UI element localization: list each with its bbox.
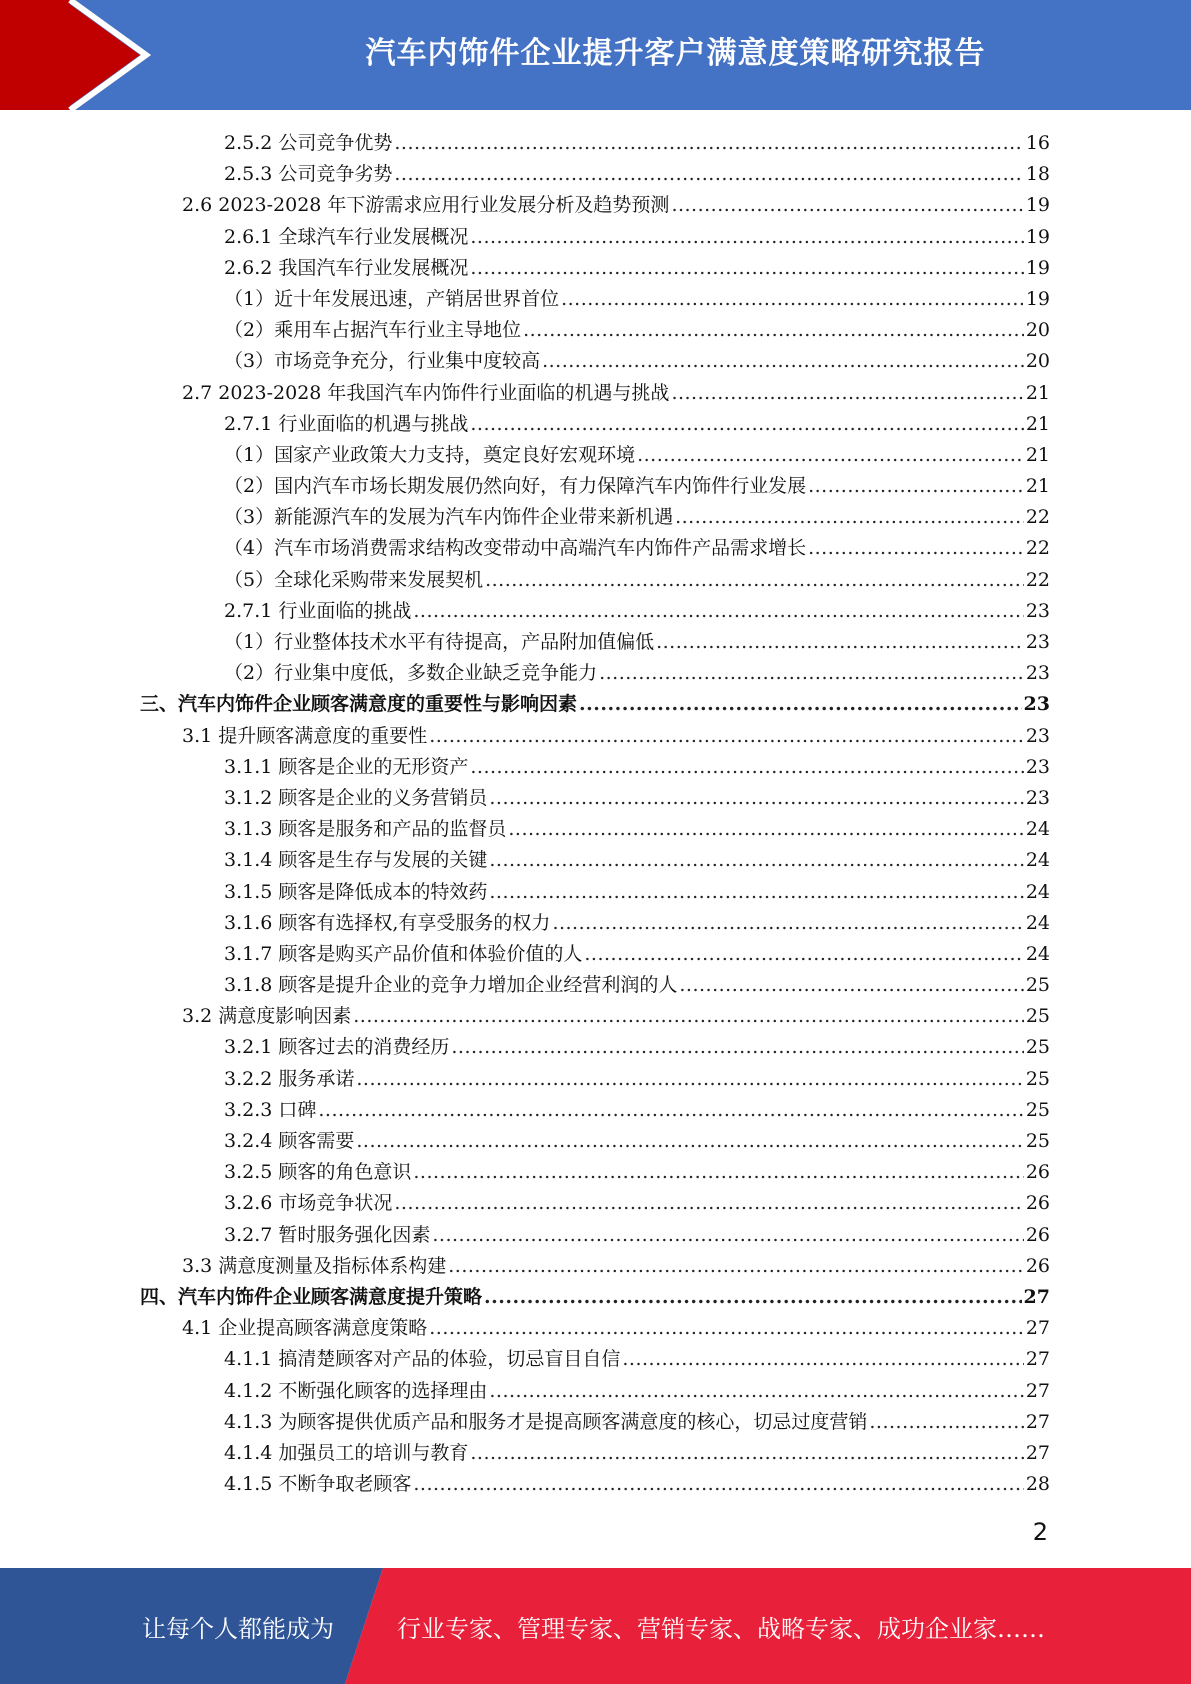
toc-entry-page: 23 <box>1025 786 1050 809</box>
toc-entry-page: 19 <box>1025 194 1050 217</box>
toc-leader-dots <box>675 502 1024 533</box>
toc-leader-dots <box>394 1188 1023 1219</box>
toc-entry-page: 28 <box>1025 1473 1050 1496</box>
toc-entry-label: 3.1.8 顾客是提升企业的竞争力增加企业经营利润的人 <box>224 974 678 997</box>
toc-entry[interactable] <box>140 1220 1050 1251</box>
toc-entry-label: 3.2.3 口碑 <box>224 1098 317 1121</box>
toc-entry-page: 21 <box>1025 475 1050 498</box>
toc-entry-page: 20 <box>1025 350 1050 373</box>
table-of-contents <box>140 128 1050 1500</box>
toc-entry[interactable] <box>140 970 1050 1001</box>
toc-entry-page: 18 <box>1025 163 1050 186</box>
toc-entry[interactable] <box>140 346 1050 377</box>
toc-entry[interactable] <box>140 689 1050 720</box>
toc-entry-page: 16 <box>1025 132 1050 154</box>
toc-leader-dots <box>448 1251 1024 1282</box>
toc-entry-label: 2.5.3 公司竞争劣势 <box>224 163 393 186</box>
toc-entry-label: 2.7.1 行业面临的机遇与挑战 <box>224 412 469 435</box>
toc-leader-dots <box>470 1438 1023 1469</box>
toc-leader-dots <box>523 315 1024 346</box>
toc-leader-dots <box>489 845 1023 876</box>
footer-slogan-right: 行业专家、管理专家、营销专家、战略专家、成功企业家…… <box>397 1614 1045 1643</box>
toc-entry-label: 3.1.5 顾客是降低成本的特效药 <box>224 880 488 903</box>
toc-entry-page: 19 <box>1025 256 1050 279</box>
toc-entry-page: 26 <box>1025 1223 1050 1246</box>
toc-leader-dots <box>413 1157 1023 1188</box>
toc-leader-dots <box>584 939 1023 970</box>
toc-entry-page: 27 <box>1025 1348 1050 1371</box>
toc-entry-page: 22 <box>1025 537 1050 560</box>
toc-entry-label: 4.1.2 不断强化顾客的选择理由 <box>224 1379 488 1402</box>
toc-entry[interactable] <box>140 939 1050 970</box>
toc-entry-page: 19 <box>1025 225 1050 248</box>
toc-leader-dots <box>808 471 1024 502</box>
toc-entry[interactable] <box>140 752 1050 783</box>
toc-entry-page: 22 <box>1025 568 1050 591</box>
toc-entry[interactable] <box>140 783 1050 814</box>
toc-entry-label: 3.2.6 市场竞争状况 <box>224 1192 393 1215</box>
toc-entry-page: 27 <box>1025 1441 1050 1464</box>
report-title: 汽车内饰件企业提升客户满意度策略研究报告 <box>365 36 986 71</box>
toc-entry-page: 26 <box>1025 1161 1050 1184</box>
toc-entry[interactable] <box>140 721 1050 752</box>
toc-leader-dots <box>394 159 1023 190</box>
toc-entry-page: 23 <box>1025 599 1050 622</box>
toc-entry-label: 4.1.1 搞清楚顾客对产品的体验，切忌盲目自信 <box>224 1348 621 1371</box>
toc-entry-page: 27 <box>1025 1410 1050 1433</box>
toc-entry[interactable] <box>140 814 1050 845</box>
toc-leader-dots <box>356 1064 1023 1095</box>
toc-entry[interactable] <box>140 190 1050 221</box>
toc-entry[interactable] <box>140 471 1050 502</box>
toc-entry[interactable] <box>140 1469 1050 1500</box>
toc-leader-dots <box>671 190 1023 221</box>
toc-entry[interactable] <box>140 596 1050 627</box>
toc-entry-label: 4.1 企业提高顾客满意度策略 <box>182 1317 428 1340</box>
toc-leader-dots <box>485 565 1024 596</box>
toc-leader-dots <box>413 596 1023 627</box>
toc-entry-page: 27 <box>1025 1317 1050 1340</box>
toc-entry-label: 4.1.3 为顾客提供优质产品和服务才是提高顾客满意度的核心，切忌过度营销 <box>224 1410 868 1433</box>
toc-leader-dots <box>542 346 1024 377</box>
toc-entry-page: 26 <box>1025 1254 1050 1277</box>
toc-entry[interactable] <box>140 845 1050 876</box>
toc-entry-label: 3.2.1 顾客过去的消费经历 <box>224 1036 450 1059</box>
toc-entry-label: 3.2.5 顾客的角色意识 <box>224 1161 412 1184</box>
toc-entry-page: 23 <box>1025 755 1050 778</box>
toc-leader-dots <box>656 627 1024 658</box>
toc-entry[interactable] <box>140 222 1050 253</box>
page-number: 2 <box>1032 1518 1048 1546</box>
toc-entry-label: 3.1.2 顾客是企业的义务营销员 <box>224 786 488 809</box>
toc-leader-dots <box>484 1282 1022 1313</box>
toc-entry-label: （2）国内汽车市场长期发展仍然向好，有力保障汽车内饰件行业发展 <box>224 475 807 498</box>
toc-entry[interactable] <box>140 1438 1050 1469</box>
toc-entry[interactable] <box>140 1282 1050 1313</box>
toc-leader-dots <box>599 658 1024 689</box>
toc-entry[interactable] <box>140 1001 1050 1032</box>
toc-entry-page: 24 <box>1025 818 1050 841</box>
toc-entry-page: 21 <box>1025 443 1050 466</box>
toc-leader-dots <box>637 440 1024 471</box>
toc-entry-page: 27 <box>1023 1285 1050 1308</box>
toc-entry-page: 24 <box>1025 880 1050 903</box>
toc-entry-page: 27 <box>1025 1379 1050 1402</box>
toc-entry-page: 23 <box>1025 724 1050 747</box>
toc-entry-label: （2）乘用车占据汽车行业主导地位 <box>224 319 522 342</box>
toc-entry-page: 21 <box>1025 412 1050 435</box>
toc-entry-label: 三、汽车内饰件企业顾客满意度的重要性与影响因素 <box>140 693 578 716</box>
toc-leader-dots <box>869 1407 1023 1438</box>
toc-entry-label: 3.2.2 服务承诺 <box>224 1067 355 1090</box>
toc-leader-dots <box>470 222 1023 253</box>
toc-entry-label: （1）行业整体技术水平有待提高，产品附加值偏低 <box>224 631 655 653</box>
toc-entry-page: 23 <box>1025 662 1050 685</box>
toc-entry-label: 3.1.1 顾客是企业的无形资产 <box>224 755 469 778</box>
toc-leader-dots <box>470 752 1023 783</box>
toc-leader-dots <box>432 1220 1023 1251</box>
page-header <box>0 0 1191 110</box>
toc-entry-label: 2.6.1 全球汽车行业发展概况 <box>224 225 469 248</box>
toc-leader-dots <box>470 253 1023 284</box>
toc-leader-dots <box>318 1095 1023 1126</box>
toc-entry[interactable] <box>140 409 1050 440</box>
toc-entry[interactable] <box>140 1251 1050 1282</box>
toc-entry-label: 3.1.3 顾客是服务和产品的监督员 <box>224 818 507 841</box>
toc-leader-dots <box>413 1469 1023 1500</box>
toc-entry-page: 25 <box>1025 974 1050 997</box>
toc-entry-page: 24 <box>1025 911 1050 934</box>
toc-entry-page: 21 <box>1025 381 1050 404</box>
toc-entry[interactable] <box>140 1064 1050 1095</box>
toc-entry-label: 2.5.2 公司竞争优势 <box>224 132 393 154</box>
toc-leader-dots <box>552 908 1023 939</box>
toc-entry-label: 四、汽车内饰件企业顾客满意度提升策略 <box>140 1285 483 1308</box>
toc-entry[interactable] <box>140 627 1050 658</box>
header-chevron-icon <box>0 0 160 110</box>
toc-leader-dots <box>508 814 1023 845</box>
toc-entry[interactable] <box>140 1313 1050 1344</box>
toc-entry-label: 2.6 2023-2028 年下游需求应用行业发展分析及趋势预测 <box>182 194 670 217</box>
toc-entry-page: 22 <box>1025 506 1050 529</box>
toc-entry-page: 25 <box>1025 1098 1050 1121</box>
toc-entry-label: （1）国家产业政策大力支持，奠定良好宏观环境 <box>224 443 636 466</box>
footer-slogan-left: 让每个人都能成为 <box>142 1614 334 1643</box>
toc-entry[interactable] <box>140 284 1050 315</box>
toc-entry-page: 26 <box>1025 1192 1050 1215</box>
toc-leader-dots <box>429 1313 1024 1344</box>
toc-entry-label: 2.7.1 行业面临的挑战 <box>224 599 412 622</box>
toc-entry-page: 24 <box>1025 849 1050 872</box>
toc-leader-dots <box>451 1032 1023 1063</box>
toc-leader-dots <box>489 783 1023 814</box>
toc-leader-dots <box>671 378 1023 409</box>
toc-entry[interactable] <box>140 315 1050 346</box>
toc-leader-dots <box>353 1001 1024 1032</box>
toc-entry-label: 3.2.4 顾客需要 <box>224 1130 355 1152</box>
toc-entry[interactable] <box>140 128 1050 159</box>
toc-leader-dots <box>808 533 1024 564</box>
toc-entry-label: 3.1.6 顾客有选择权,有享受服务的权力 <box>224 911 551 934</box>
toc-entry[interactable] <box>140 378 1050 409</box>
toc-entry-page: 20 <box>1025 319 1050 342</box>
toc-entry-label: 4.1.5 不断争取老顾客 <box>224 1473 412 1496</box>
toc-entry[interactable] <box>140 565 1050 596</box>
toc-entry[interactable] <box>140 1344 1050 1375</box>
toc-entry-label: （2）行业集中度低，多数企业缺乏竞争能力 <box>224 662 598 685</box>
toc-entry-label: 3.1.4 顾客是生存与发展的关键 <box>224 849 488 872</box>
toc-entry[interactable] <box>140 877 1050 908</box>
toc-entry-label: 3.1 提升顾客满意度的重要性 <box>182 724 428 747</box>
toc-entry-label: （5）全球化采购带来发展契机 <box>224 568 484 591</box>
toc-entry[interactable] <box>140 159 1050 190</box>
toc-entry-page: 19 <box>1025 287 1050 310</box>
toc-leader-dots <box>489 1376 1023 1407</box>
toc-leader-dots <box>356 1126 1023 1157</box>
toc-entry[interactable] <box>140 1032 1050 1063</box>
toc-entry-page: 23 <box>1025 631 1050 653</box>
toc-entry-page: 25 <box>1025 1036 1050 1059</box>
toc-entry-label: 3.2 满意度影响因素 <box>182 1005 352 1028</box>
toc-leader-dots <box>394 128 1023 159</box>
toc-entry[interactable] <box>140 908 1050 939</box>
toc-entry[interactable] <box>140 1095 1050 1126</box>
toc-entry-label: （4）汽车市场消费需求结构改变带动中高端汽车内饰件产品需求增长 <box>224 537 807 560</box>
toc-entry-page: 25 <box>1025 1130 1050 1152</box>
toc-entry-label: （3）市场竞争充分，行业集中度较高 <box>224 350 541 373</box>
toc-entry-page: 24 <box>1025 942 1050 965</box>
toc-leader-dots <box>470 409 1023 440</box>
toc-entry-page: 25 <box>1025 1067 1050 1090</box>
toc-entry-label: 3.3 满意度测量及指标体系构建 <box>182 1254 447 1277</box>
toc-entry-label: 4.1.4 加强员工的培训与教育 <box>224 1441 469 1464</box>
toc-leader-dots <box>622 1344 1023 1375</box>
toc-entry-label: （1）近十年发展迅速，产销居世界首位 <box>224 287 560 310</box>
toc-entry[interactable] <box>140 253 1050 284</box>
toc-leader-dots <box>489 877 1023 908</box>
toc-entry[interactable] <box>140 1126 1050 1157</box>
toc-leader-dots <box>561 284 1024 315</box>
toc-leader-dots <box>679 970 1023 1001</box>
toc-entry-label: 2.7 2023-2028 年我国汽车内饰件行业面临的机遇与挑战 <box>182 381 670 404</box>
toc-entry-page: 25 <box>1025 1005 1050 1028</box>
toc-entry[interactable] <box>140 533 1050 564</box>
toc-entry[interactable] <box>140 502 1050 533</box>
toc-entry-label: 3.2.7 暂时服务强化因素 <box>224 1223 431 1246</box>
page-footer <box>0 1568 1191 1684</box>
toc-entry[interactable] <box>140 1188 1050 1219</box>
toc-entry[interactable] <box>140 1376 1050 1407</box>
toc-entry-label: 2.6.2 我国汽车行业发展概况 <box>224 256 469 279</box>
toc-leader-dots <box>579 689 1022 720</box>
toc-entry[interactable] <box>140 440 1050 471</box>
toc-entry-label: （3）新能源汽车的发展为汽车内饰件企业带来新机遇 <box>224 506 674 529</box>
toc-entry-label: 3.1.7 顾客是购买产品价值和体验价值的人 <box>224 942 583 965</box>
toc-entry-page: 23 <box>1023 693 1050 716</box>
toc-leader-dots <box>429 721 1024 752</box>
toc-entry[interactable] <box>140 1407 1050 1438</box>
toc-entry[interactable] <box>140 658 1050 689</box>
toc-entry[interactable] <box>140 1157 1050 1188</box>
